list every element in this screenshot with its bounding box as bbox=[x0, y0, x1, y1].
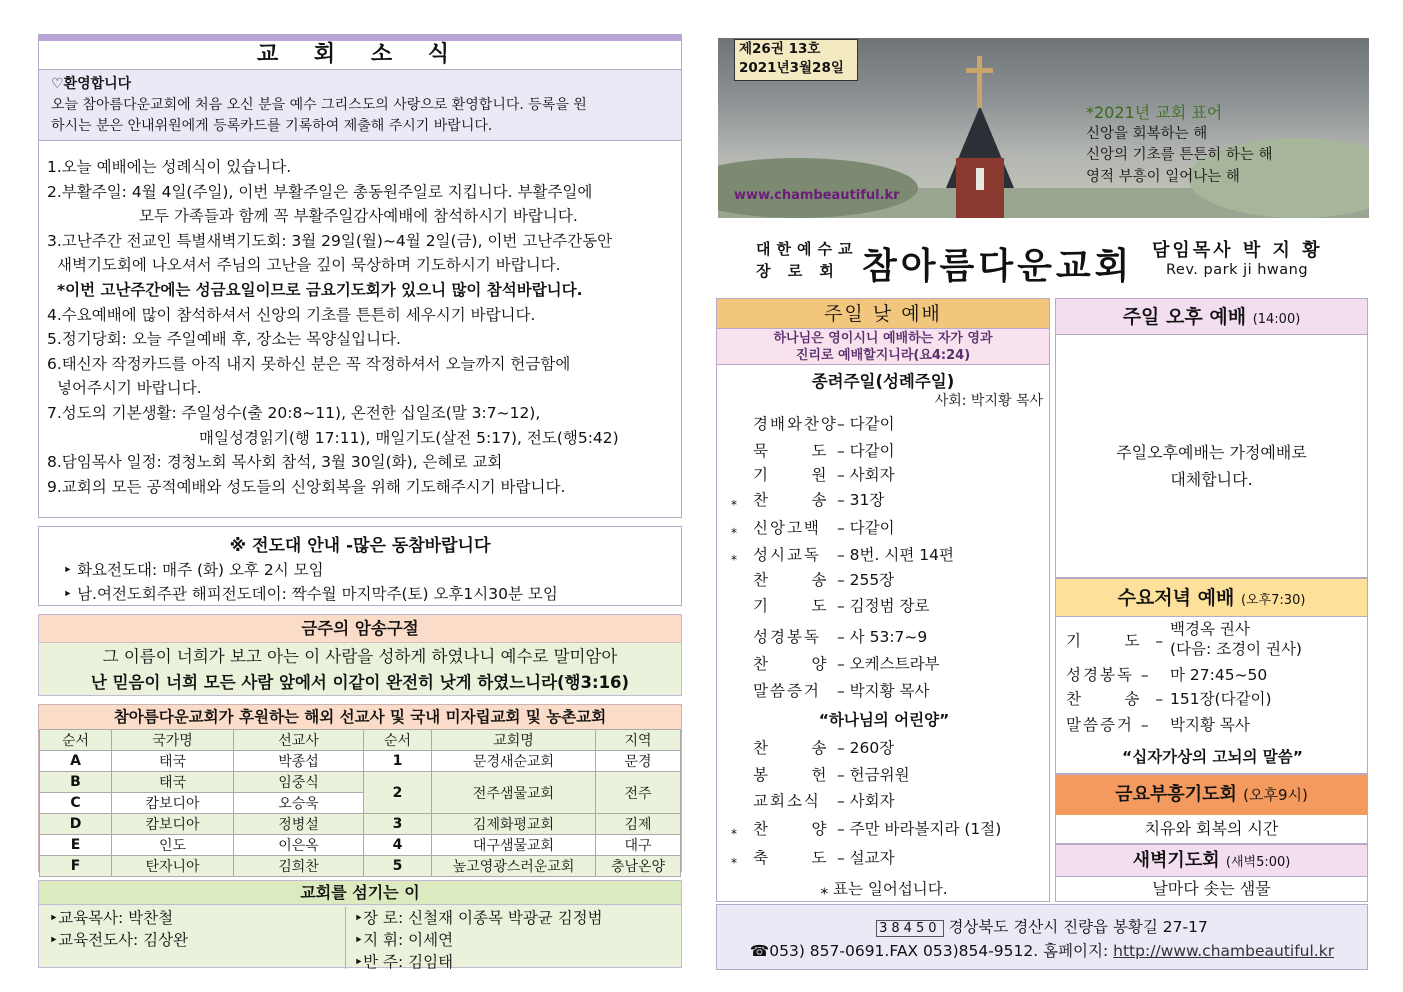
friday-prayer-section bbox=[1055, 774, 1368, 844]
afternoon-title-text: 주일 오후 예배 bbox=[1122, 306, 1247, 328]
verse-title: 금주의 암송구절 bbox=[39, 615, 681, 643]
server-item: ‣반 주: 김임태 bbox=[354, 953, 454, 971]
order-value: – 31장 bbox=[837, 491, 885, 509]
order-item bbox=[731, 488, 884, 510]
standing-note: ⁎ 표는 일어섭니다. bbox=[820, 880, 948, 898]
friday-title-text: 금요부흥기도회 bbox=[1115, 784, 1237, 805]
order-item bbox=[1066, 619, 1302, 659]
evangelism-title: ※ 전도대 안내 -많은 동참바랍니다 bbox=[229, 536, 491, 556]
order-name: 성경봉독 bbox=[753, 628, 821, 646]
afternoon-notice: 대체합니다. bbox=[1170, 470, 1253, 489]
cell: 탄자니아 bbox=[112, 856, 234, 877]
wednesday-title-text: 수요저녁 예배 bbox=[1117, 587, 1235, 609]
cell: 5 bbox=[364, 856, 432, 877]
order-value: – 260장 bbox=[837, 739, 895, 757]
order-name: 말씀증거 – bbox=[1066, 716, 1151, 734]
table-row bbox=[40, 856, 681, 877]
homepage-link[interactable]: http://www.chambeautiful.kr bbox=[1113, 942, 1335, 960]
order-value: – 다같이 bbox=[837, 415, 895, 433]
notice-item: 새벽기도회에 나오셔서 주님의 고난을 깊이 묵상하며 기도하시기 바랍니다. bbox=[57, 256, 561, 275]
friday-title bbox=[1056, 775, 1367, 815]
notice-item: 9.교회의 모든 공적예배와 성도들의 신앙회복을 위해 기도해주시기 바랍니다. bbox=[47, 477, 566, 496]
motto-title: *2021년 교회 표어 bbox=[1086, 103, 1223, 122]
servers-section bbox=[38, 880, 682, 971]
wednesday-service-section bbox=[1055, 578, 1368, 774]
column-header: 순서 bbox=[364, 730, 432, 751]
cell: 높고영광스러운교회 bbox=[432, 856, 596, 877]
missions-title: 참아름다운교회가 후원하는 해외 선교사 및 국내 미자립교회 및 농촌교회 bbox=[39, 705, 681, 729]
order-value: 151장(다같이) bbox=[1170, 690, 1272, 708]
order-value: – 설교자 bbox=[837, 849, 895, 867]
order-name: 찬 양 bbox=[753, 820, 829, 838]
order-item bbox=[731, 412, 895, 434]
order-value: (다음: 조경이 권사) bbox=[1170, 640, 1302, 658]
order-value: – 박지황 목사 bbox=[837, 682, 930, 700]
notice-item: 모두 가족들과 함께 꼭 부활주일감사예배에 참석하시기 바랍니다. bbox=[139, 207, 578, 226]
wednesday-time: (오후7:30) bbox=[1240, 593, 1306, 608]
church-news-section bbox=[38, 34, 682, 518]
stand-mark: ⁎ bbox=[731, 494, 737, 508]
order-item bbox=[731, 846, 895, 868]
sunday-service-section bbox=[716, 298, 1050, 902]
order-item bbox=[731, 594, 929, 616]
sunday-subtitle: 종려주일(성례주일) bbox=[811, 372, 955, 391]
afternoon-time: (14:00) bbox=[1252, 312, 1301, 327]
order-value: – 다같이 bbox=[837, 442, 895, 460]
order-name: 신앙고백 bbox=[753, 519, 821, 537]
sunday-mc: 사회: 박지황 목사 bbox=[934, 393, 1043, 409]
afternoon-service-section bbox=[1055, 298, 1368, 578]
sunday-verse-line: 하나님은 영이시니 예배하는 자가 영과 bbox=[773, 331, 993, 346]
church-motto bbox=[1086, 102, 1273, 188]
cell: 충남온양 bbox=[596, 856, 681, 877]
sermon-title: “십자가상의 고뇌의 말씀” bbox=[1122, 748, 1303, 766]
order-value: – 사 53:7~9 bbox=[837, 628, 928, 646]
motto-line: 신앙의 기초를 튼튼히 하는 해 bbox=[1086, 147, 1273, 163]
friday-text: 치유와 회복의 시간 bbox=[1144, 819, 1279, 838]
cell: 김희찬 bbox=[234, 856, 364, 877]
server-item: ‣교육목사: 박찬철 bbox=[49, 909, 174, 927]
order-name: 말씀증거 bbox=[753, 682, 821, 700]
order-value: – 다같이 bbox=[837, 519, 895, 537]
street-address: 경상북도 경산시 진량읍 봉황길 27-17 bbox=[948, 918, 1208, 936]
afternoon-notice: 주일오후예배는 가정예배로 bbox=[1116, 443, 1307, 462]
notice-item: 3.고난주간 전교인 특별새벽기도회: 3월 29일(월)~4월 2일(금), 이번 고난주간동안 bbox=[47, 231, 613, 250]
notice-item: 2.부활주일: 4월 4일(주일), 이번 부활주일은 총동원주일로 지킵니다. 부활주일에 bbox=[47, 182, 593, 201]
cell: 인도 bbox=[112, 835, 234, 856]
sunday-verse bbox=[717, 329, 1049, 365]
issue-info bbox=[734, 39, 858, 81]
dawn-title bbox=[1056, 845, 1367, 877]
table-row bbox=[40, 835, 681, 856]
cell: 대구 bbox=[596, 835, 681, 856]
cell: C bbox=[40, 793, 112, 814]
cell: 전주 bbox=[596, 772, 681, 814]
cell: 2 bbox=[364, 772, 432, 814]
denomination bbox=[756, 238, 858, 282]
order-item bbox=[1066, 687, 1272, 709]
issue-date: 2021년3월28일 bbox=[739, 60, 844, 76]
missions-table bbox=[39, 729, 681, 877]
dawn-text: 날마다 솟는 샘물 bbox=[1152, 879, 1271, 898]
cell: 박종섭 bbox=[234, 751, 364, 772]
order-value: – 8번. 시편 14편 bbox=[837, 546, 954, 564]
order-item bbox=[731, 679, 929, 701]
motto-line: 영적 부흥이 일어나는 해 bbox=[1086, 168, 1240, 185]
wednesday-title bbox=[1056, 579, 1367, 617]
notice-item: *이번 고난주간에는 성금요일이므로 금요기도회가 있으니 많이 참석바랍니다. bbox=[57, 280, 583, 299]
order-value: 마 27:45~50 bbox=[1170, 666, 1268, 684]
sunday-verse-line: 진리로 예배할지니라(요4:24) bbox=[795, 348, 971, 363]
order-item bbox=[731, 625, 927, 647]
cell: 3 bbox=[364, 814, 432, 835]
table-header-row bbox=[40, 730, 681, 751]
afternoon-title bbox=[1056, 299, 1367, 335]
order-item bbox=[731, 763, 910, 785]
order-name: 성시교독 bbox=[753, 546, 821, 564]
welcome-title: ♡환영합니다 bbox=[51, 76, 132, 92]
column-header: 순서 bbox=[40, 730, 112, 751]
servers-title: 교회를 섬기는 이 bbox=[39, 881, 681, 905]
order-item bbox=[731, 652, 940, 674]
order-value: – 오케스트라부 bbox=[837, 655, 940, 673]
sunday-service-title: 주일 낮 예배 bbox=[717, 299, 1049, 329]
notice-list bbox=[39, 141, 681, 499]
order-item bbox=[731, 568, 894, 590]
cell: 전주샘물교회 bbox=[432, 772, 596, 814]
notice-item: 8.담임목사 일정: 경청노회 목사회 참석, 3월 30일(화), 은혜로 교회 bbox=[47, 453, 503, 472]
cell: 대구샘물교회 bbox=[432, 835, 596, 856]
header-image bbox=[718, 38, 1369, 218]
denomination-line: 장 로 회 bbox=[756, 262, 840, 280]
cell: 임중식 bbox=[234, 772, 364, 793]
dawn-time: (새벽5:00) bbox=[1225, 855, 1291, 870]
motto-line: 신앙을 회복하는 해 bbox=[1086, 125, 1208, 142]
order-value: – 사회자 bbox=[837, 792, 895, 810]
order-name: 찬 송 – bbox=[1066, 690, 1166, 708]
welcome-message bbox=[39, 69, 681, 141]
order-name: 경배와찬양 bbox=[753, 415, 838, 433]
order-item bbox=[731, 463, 895, 485]
order-name: 기 원 bbox=[753, 466, 829, 484]
cell: 이은옥 bbox=[234, 835, 364, 856]
cell: 태국 bbox=[112, 772, 234, 793]
news-title: 교 회 소 식 bbox=[39, 35, 681, 69]
church-name: 참아름다운교회 bbox=[862, 246, 1134, 287]
verse-line: 그 이름이 너희가 보고 아는 이 사람을 성하게 하였나니 예수로 말미암아 bbox=[102, 647, 618, 666]
cell: 1 bbox=[364, 751, 432, 772]
column-header: 지역 bbox=[596, 730, 681, 751]
cell: 문경새순교회 bbox=[432, 751, 596, 772]
notice-item: 넣어주시기 바랍니다. bbox=[57, 379, 202, 398]
order-item bbox=[731, 789, 895, 811]
order-value: 박지황 목사 bbox=[1170, 716, 1250, 734]
order-name: 찬 송 bbox=[753, 491, 829, 509]
pastor-name: 담임목사 박 지 황 bbox=[1152, 240, 1323, 261]
dawn-prayer-section bbox=[1055, 844, 1368, 902]
notice-item: 7.성도의 기본생활: 주일성수(출 20:8~11), 온전한 십일조(말 3:7~12), bbox=[47, 403, 541, 422]
address-section bbox=[716, 904, 1368, 970]
evangelism-section bbox=[38, 526, 682, 606]
order-value: 백경옥 권사 bbox=[1170, 620, 1250, 638]
notice-item: 매일성경읽기(행 17:11), 매일기도(살전 5:17), 전도(행5:42) bbox=[199, 428, 619, 447]
notice-item: 1.오늘 예배에는 성례식이 있습니다. bbox=[47, 158, 292, 176]
dawn-title-text: 새벽기도회 bbox=[1132, 850, 1220, 871]
order-name: 기 도 – bbox=[1066, 632, 1166, 650]
server-item: ‣교육전도사: 김상완 bbox=[49, 931, 189, 949]
cell: 김제 bbox=[596, 814, 681, 835]
cell: B bbox=[40, 772, 112, 793]
order-name: 교회소식 bbox=[753, 792, 821, 810]
column-header: 교회명 bbox=[432, 730, 596, 751]
column-header: 국가명 bbox=[112, 730, 234, 751]
denomination-line: 대한예수교 bbox=[756, 240, 859, 258]
welcome-text-1: 오늘 참아름다운교회에 처음 오신 분을 예수 그리스도의 사랑으로 환영합니다. 등록을 원 bbox=[51, 97, 587, 113]
welcome-text-2: 하시는 분은 안내위원에게 등록카드를 기록하여 제출해 주시기 바랍니다. bbox=[51, 118, 493, 134]
order-value: – 김정범 장로 bbox=[837, 597, 930, 615]
order-value: – 주만 바라볼지라 (1절) bbox=[837, 820, 1002, 838]
verse-line: 난 믿음이 너희 모든 사람 앞에서 이같이 완전히 낫게 하였느니라(행3:16) bbox=[90, 673, 630, 692]
table-row bbox=[40, 814, 681, 835]
notice-item: 4.수요예배에 많이 참석하셔서 신앙의 기초를 튼튼히 세우시기 바랍니다. bbox=[47, 305, 536, 324]
stand-mark: ⁎ bbox=[731, 522, 737, 536]
order-name: 찬 송 bbox=[753, 739, 829, 757]
cell: 정병설 bbox=[234, 814, 364, 835]
order-item bbox=[731, 736, 894, 758]
cell: 문경 bbox=[596, 751, 681, 772]
cell: 김제화평교회 bbox=[432, 814, 596, 835]
memory-verse-section bbox=[38, 614, 682, 696]
order-item bbox=[1066, 713, 1250, 735]
stand-mark: ⁎ bbox=[731, 823, 737, 837]
order-item bbox=[731, 516, 895, 538]
order-name: 묵 도 bbox=[753, 442, 829, 460]
cell: A bbox=[40, 751, 112, 772]
order-name: 기 도 bbox=[753, 597, 829, 615]
column-header: 선교사 bbox=[234, 730, 364, 751]
phone-fax: ☎053) 857-0691.FAX 053)854-9512. 홈페이지: bbox=[749, 942, 1109, 960]
table-row bbox=[40, 772, 681, 793]
evangelism-item: ‣ 남.여전도회주관 해피전도데이: 짝수월 마지막주(토) 오후1시30분 모임 bbox=[63, 582, 681, 606]
sermon-title: “하나님의 어린양” bbox=[818, 711, 950, 729]
cell: D bbox=[40, 814, 112, 835]
order-value: – 사회자 bbox=[837, 466, 895, 484]
website-url[interactable]: www.chambeautiful.kr bbox=[734, 188, 900, 203]
server-item: ‣장 로: 신철재 이종목 박광균 김정범 bbox=[354, 909, 603, 927]
issue-volume: 제26권 13호 bbox=[739, 41, 821, 57]
cell: 태국 bbox=[112, 751, 234, 772]
order-item bbox=[1066, 663, 1267, 685]
order-name: 봉 헌 bbox=[753, 766, 829, 784]
zip-code: 38450 bbox=[876, 920, 943, 937]
order-name: 축 도 bbox=[753, 849, 829, 867]
cell: F bbox=[40, 856, 112, 877]
order-value: – 헌금위원 bbox=[837, 766, 910, 784]
server-item: ‣지 휘: 이세연 bbox=[354, 931, 454, 949]
cell: 오승욱 bbox=[234, 793, 364, 814]
order-name: 찬 양 bbox=[753, 655, 829, 673]
notice-item: 5.정기당회: 오늘 주일예배 후, 장소는 목양실입니다. bbox=[47, 330, 401, 349]
table-row bbox=[40, 751, 681, 772]
stand-mark: ⁎ bbox=[731, 549, 737, 563]
order-item bbox=[731, 439, 895, 461]
cell: E bbox=[40, 835, 112, 856]
order-value: – 255장 bbox=[837, 571, 895, 589]
pastor-name-english: Rev. park ji hwang bbox=[1166, 262, 1309, 278]
stand-mark: ⁎ bbox=[731, 852, 737, 866]
cell: 4 bbox=[364, 835, 432, 856]
evangelism-item: ‣ 화요전도대: 매주 (화) 오후 2시 모임 bbox=[63, 558, 681, 582]
friday-time: (오후9시) bbox=[1243, 786, 1308, 804]
order-item bbox=[731, 817, 1001, 839]
order-item bbox=[731, 543, 954, 565]
cell: 캄보디아 bbox=[112, 814, 234, 835]
missions-section bbox=[38, 704, 682, 875]
order-name: 찬 송 bbox=[753, 571, 829, 589]
order-name: 성경봉독 – bbox=[1066, 666, 1151, 684]
notice-item: 6.태신자 작정카드를 아직 내지 못하신 분은 꼭 작정하셔서 오늘까지 헌금함에 bbox=[47, 354, 571, 373]
cell: 캄보디아 bbox=[112, 793, 234, 814]
